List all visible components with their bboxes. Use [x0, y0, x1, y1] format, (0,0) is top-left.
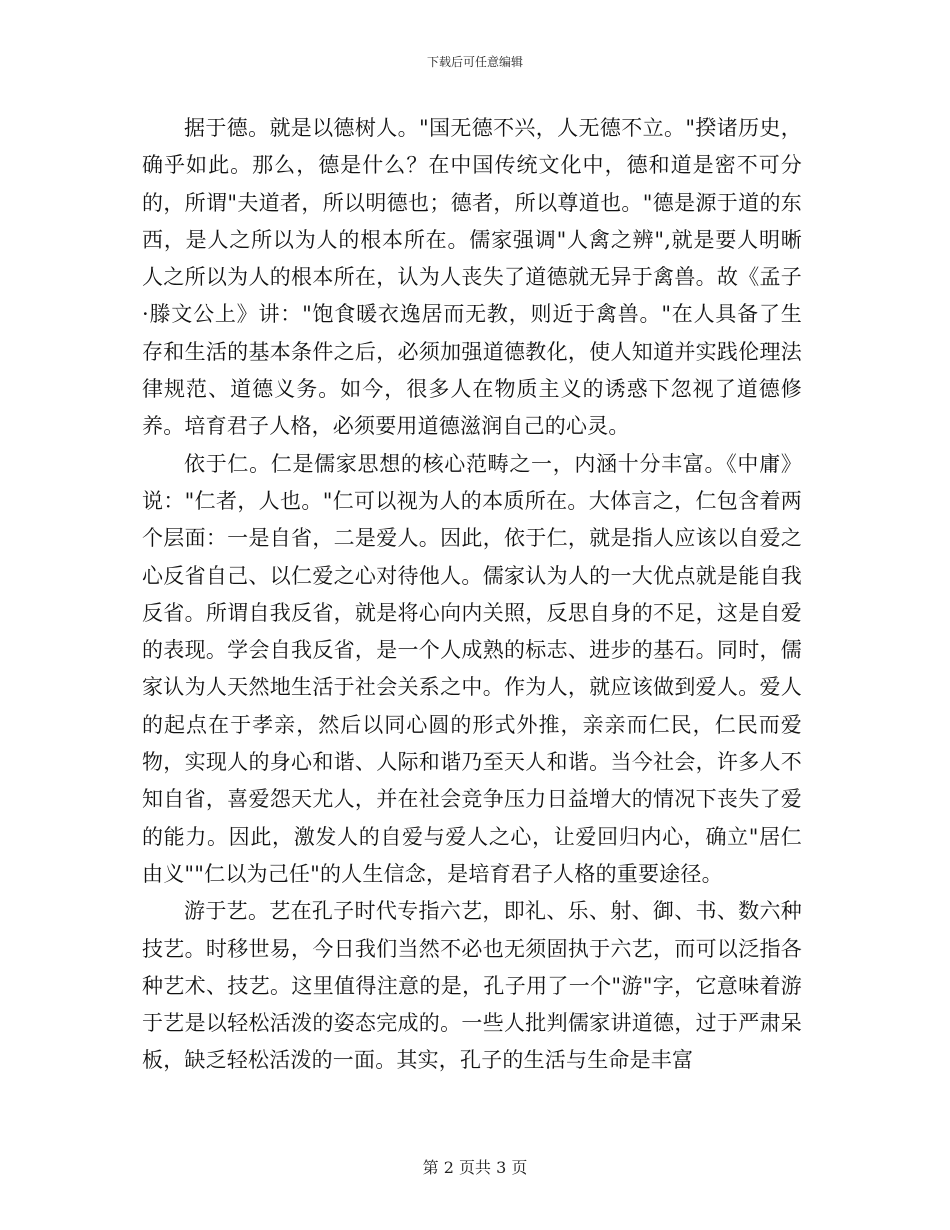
document-body: [142, 110, 802, 1080]
page-number-footer: 第 2 页共 3 页: [422, 1158, 528, 1177]
paragraph-yi-yu-ren: 依于仁。仁是儒家思想的核心范畴之一，内涵十分丰富。《中庸》说："仁者，人也。"仁可以视为人的本质所在。大体言之，仁包含着两个层面：一是自省，二是爱人。因此，依于仁，就是指人应该以自爱之心反省自己、以仁爱之心对待他人。儒家认为人的一大优点就是能自我反省。所谓自我反省，就是将心向内关照，反思自身的不足，这是自爱的表现。学会自我反省，是一个人成熟的标志、进步的基石。同时，儒家认为人天然地生活于社会关系之中。作为人，就应该做到爱人。爱人的起点在于孝亲，然后以同心圆的形式外推，亲亲而仁民，仁民而爱物，实现人的身心和谐、人际和谐乃至天人和谐。当今社会，许多人不知自省，喜爱怨天尤人，并在社会竞争压力日益增大的情况下丧失了爱的能力。因此，激发人的自爱与爱人之心，让爱回归内心，确立"居仁由义""仁以为己任"的人生信念，是培育君子人格的重要途径。: [142, 451, 802, 886]
paragraph-ju-yu-de: 据于德。就是以德树人。"国无德不兴，人无德不立。"揆诸历史，确乎如此。那么，德是什么？在中国传统文化中，德和道是密不可分的，所谓"夫道者，所以明德也；德者，所以尊道也。"德是源于道的东西，是人之所以为人的根本所在。儒家强调"人禽之辨",就是要人明晰人之所以为人的根本所在，认为人丧失了道德就无异于禽兽。故《孟子·滕文公上》讲："饱食暖衣逸居而无教，则近于禽兽。"在人具备了生存和生活的基本条件之后，必须加强道德教化，使人知道并实践伦理法律规范、道德义务。如今，很多人在物质主义的诱惑下忽视了道德修养。培育君子人格，必须要用道德滋润自己的心灵。: [142, 116, 802, 439]
paragraph-you-yu-yi: 游于艺。艺在孔子时代专指六艺，即礼、乐、射、御、书、数六种技艺。时移世易，今日我们当然不必也无须固执于六艺，而可以泛指各种艺术、技艺。这里值得注意的是，孔子用了一个"游"字，它意味着游于艺是以轻松活泼的姿态完成的。一些人批判儒家讲道德，过于严肃呆板，缺乏轻松活泼的一面。其实，孔子的生活与生命是丰富: [142, 899, 802, 1073]
page-header: 下载后可任意编辑: [426, 55, 523, 69]
